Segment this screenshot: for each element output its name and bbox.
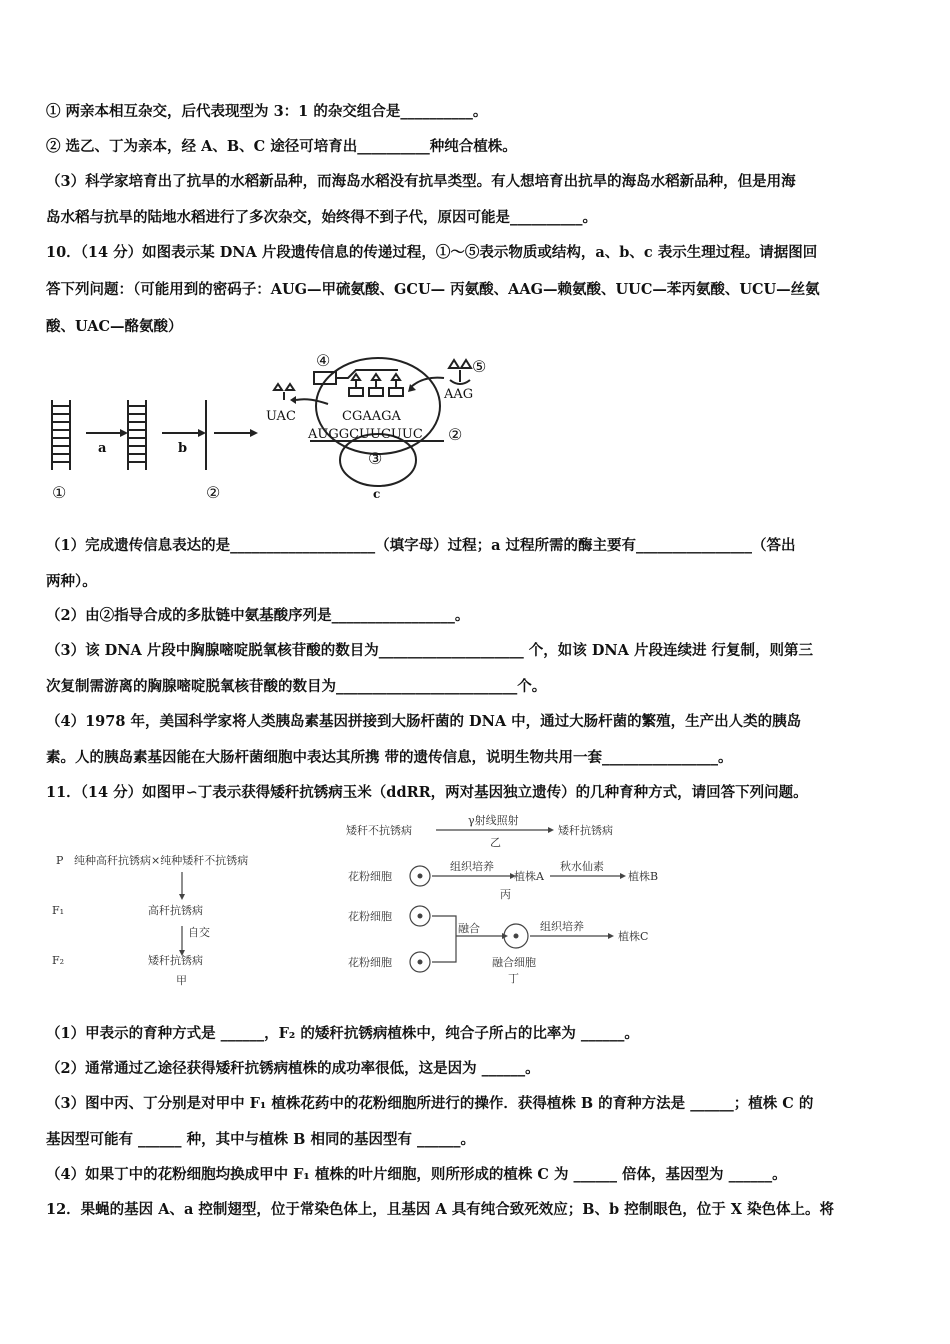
fig10-label-2b: ② <box>448 425 463 444</box>
q12-stem: 12．果蝇的基因 A、a 控制翅型，位于常染色体上，且基因 A 具有纯合致死效应；B、b 控制眼色，位于 X 染色体上。将 <box>46 1201 835 1218</box>
fig10-mrna: AUGGCUUCUUC <box>308 427 423 442</box>
q10-stem-1: 10．（14 分）如图表示某 DNA 片段遗传信息的传递过程，①～⑤表示物质或结构，a、b、c 表示生理过程。请据图回 <box>46 244 818 261</box>
q10-stem-3: 酸、UAC—酪氨酸） <box>46 318 183 335</box>
fig11-f2-label: F₂ <box>52 954 65 967</box>
q10-stem-2: 答下列问题：（可能用到的密码子：AUG—甲硫氨酸、GCU— 丙氨酸、AAG—赖氨酸、UUC—苯丙氨酸、UCU—丝氨 <box>46 281 820 298</box>
fig10-aag: AAG <box>444 387 474 402</box>
q10-2: （2）由②指导合成的多肽链中氨基酸序列是_________________。 <box>46 607 470 624</box>
fig11-yi-to: 矮秆抗锈病 <box>558 824 613 837</box>
fig11-pollen-1: 花粉细胞 <box>348 870 392 883</box>
fig11-f1-label: F₁ <box>52 904 65 917</box>
q11-3-line-2: 基因型可能有 ______ 种，其中与植株 B 相同的基因型有 ______。 <box>46 1131 475 1148</box>
q11-4: （4）如果丁中的花粉细胞均换成甲中 F₁ 植株的叶片细胞，则所形成的植株 C 为 ______ 倍体，基因型为 ______。 <box>46 1166 787 1183</box>
q10-3-line-2: 次复制需游离的胸腺嘧啶脱氧核苷酸的数目为_________________________个。 <box>46 678 547 695</box>
q10-1-line-2: 两种）。 <box>46 573 97 590</box>
fig10-label-a: a <box>98 441 107 456</box>
fig11-fusion: 融合 <box>458 922 480 935</box>
fig11-pollen-2: 花粉细胞 <box>348 910 392 923</box>
fig10-label-3: ③ <box>368 449 383 468</box>
q11-2: （2）通常通过乙途径获得矮秆抗锈病植株的成功率很低，这是因为 ______。 <box>46 1060 540 1077</box>
q9-item-2: ② 选乙、丁为亲本，经 A、B、C 途径可培育出__________种纯合植株。 <box>46 138 517 155</box>
q10-4-line-2: 素。人的胰岛素基因能在大肠杆菌细胞中表达其所携 带的遗传信息，说明生物共用一套________________。 <box>46 749 733 766</box>
fig11-plant-b: 植株B <box>628 870 659 883</box>
q11-3-line-1: （3）图中丙、丁分别是对甲中 F₁ 植株花药中的花粉细胞所进行的操作．获得植株 B 的育种方法是 ______；植株 C 的 <box>46 1095 814 1112</box>
breeding-methods-figure <box>46 812 686 992</box>
q9-item-1: ① 两亲本相互杂交，后代表现型为 3：1 的杂交组合是__________。 <box>46 103 488 120</box>
fig10-uac: UAC <box>266 409 296 424</box>
q9-3-line-1: （3）科学家培育出了抗旱的水稻新品种，而海岛水稻没有抗旱类型。有人想培育出抗旱的海岛水稻新品种，但是用海 <box>46 173 796 190</box>
fig11-plant-a: 植株A <box>514 870 544 883</box>
q10-3-line-1: （3）该 DNA 片段中胸腺嘧啶脱氧核苷酸的数目为____________________ 个，如该 DNA 片段连续进 行复制，则第三 <box>46 642 814 659</box>
fig10-anticodons: CGAAGA <box>342 409 401 424</box>
fig11-bing: 丙 <box>500 888 511 901</box>
q11-stem: 11．（14 分）如图甲∽丁表示获得矮秆抗锈病玉米（ddRR，两对基因独立遗传）的几种育种方式，请回答下列问题。 <box>46 784 808 801</box>
fig11-selfing: 自交 <box>188 926 210 939</box>
fig11-plant-c: 植株C <box>618 930 649 943</box>
q9-3-line-2: 岛水稻与抗旱的陆地水稻进行了多次杂交，始终得不到子代，原因可能是__________。 <box>46 209 597 226</box>
fig10-label-c: c <box>373 487 381 501</box>
fig11-p-label: P <box>56 854 64 867</box>
fig11-yi: 乙 <box>490 836 501 849</box>
fig10-label-2: ② <box>206 483 221 502</box>
fig11-f1-text: 高秆抗锈病 <box>148 904 203 917</box>
fig11-fused-cell: 融合细胞 <box>492 956 536 969</box>
fig11-ding: 丁 <box>508 972 519 985</box>
fig11-colchicine: 秋水仙素 <box>560 860 604 873</box>
fig11-pollen-3: 花粉细胞 <box>348 956 392 969</box>
fig11-f2-text: 矮秆抗锈病 <box>148 954 203 967</box>
fig11-p-text: 纯种高秆抗锈病×纯种矮秆不抗锈病 <box>74 854 249 867</box>
fig10-label-b: b <box>178 441 188 456</box>
fig10-label-4: ④ <box>316 351 331 370</box>
fig11-jia: 甲 <box>176 974 187 987</box>
q10-4-line-1: （4）1978 年，美国科学家将人类胰岛素基因拼接到大肠杆菌的 DNA 中，通过大肠杆菌的繁殖，生产出人类的胰岛 <box>46 713 802 730</box>
fig11-yi-from: 矮秆不抗锈病 <box>346 824 412 837</box>
q11-1: （1）甲表示的育种方式是 ______，F₂ 的矮秆抗锈病植株中，纯合子所占的比率为 ______。 <box>46 1025 639 1042</box>
fig11-tissue-culture-1: 组织培养 <box>450 860 494 873</box>
fig11-tissue-culture-2: 组织培养 <box>540 920 584 933</box>
fig10-label-5: ⑤ <box>472 357 487 376</box>
dna-transfer-figure <box>46 348 496 508</box>
fig11-yi-arrow: γ射线照射 <box>468 814 519 827</box>
q10-1-line-1: （1）完成遗传信息表达的是____________________（填字母）过程；a 过程所需的酶主要有________________（答出 <box>46 537 796 554</box>
fig10-label-1: ① <box>52 483 67 502</box>
